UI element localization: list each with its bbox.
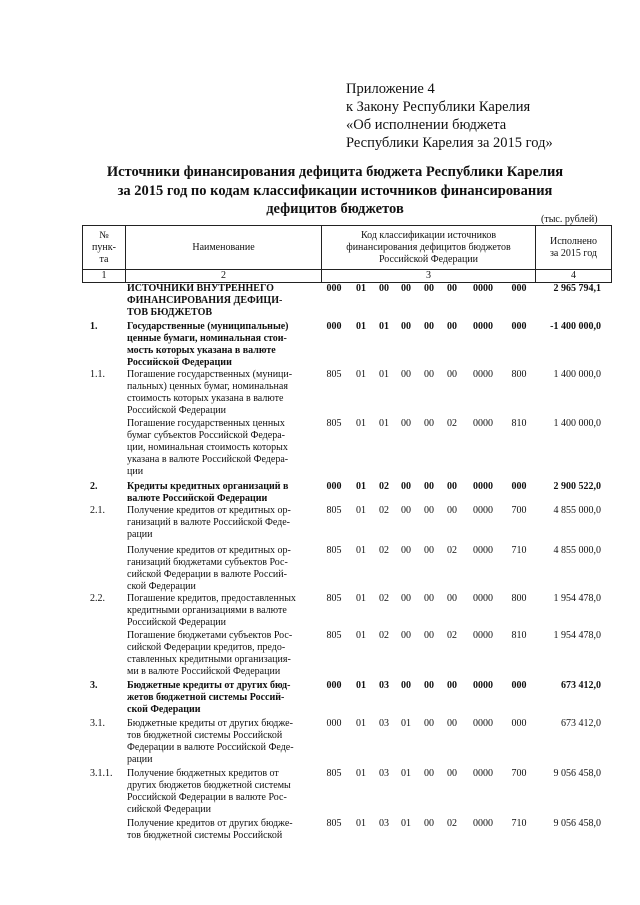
col-number: 3 xyxy=(322,270,536,283)
code-segment: 805 xyxy=(326,505,342,516)
code-segment: 01 xyxy=(356,630,366,641)
code-segment: 000 xyxy=(511,718,527,729)
code-segment: 0000 xyxy=(473,768,493,779)
code-segment: 0000 xyxy=(473,545,493,556)
code-segment: 00 xyxy=(424,481,434,492)
code-segment: 01 xyxy=(356,283,366,294)
row-name-line: других бюджетов бюджетной системы xyxy=(127,780,291,791)
code-segment: 000 xyxy=(326,718,342,729)
code-segment: 800 xyxy=(511,369,527,380)
code-segment: 0000 xyxy=(473,718,493,729)
code-segment: 00 xyxy=(447,768,457,779)
code-segment: 01 xyxy=(356,818,366,829)
row-name-line: ской Федерации xyxy=(127,704,201,715)
header-num-line: № xyxy=(99,229,109,241)
row-amount: 1 400 000,0 xyxy=(553,418,601,429)
code-segment: 700 xyxy=(511,505,527,516)
code-segment: 03 xyxy=(379,680,389,691)
header-num xyxy=(83,226,126,270)
row-number: 2.1. xyxy=(90,505,105,516)
row-name-line: сийской Федерации кредитов, предо- xyxy=(127,642,286,653)
code-segment: 00 xyxy=(424,283,434,294)
row-name-line: ции xyxy=(127,466,144,477)
code-segment: 00 xyxy=(424,418,434,429)
code-segment: 00 xyxy=(424,545,434,556)
code-segment: 00 xyxy=(401,321,411,332)
row-name-line: рации xyxy=(127,754,153,765)
code-segment: 00 xyxy=(424,321,434,332)
row-name-line: Российской Федерации в валюте Рос- xyxy=(127,792,287,803)
row-name-line: Российской Федерации xyxy=(127,405,227,416)
code-segment: 805 xyxy=(326,545,342,556)
row-amount: 1 954 478,0 xyxy=(553,593,601,604)
row-number: 2.2. xyxy=(90,593,105,604)
row-number: 2. xyxy=(90,481,98,492)
code-segment: 00 xyxy=(447,680,457,691)
row-amount: 4 855 000,0 xyxy=(553,545,601,556)
row-amount: 1 400 000,0 xyxy=(553,369,601,380)
row-number: 1. xyxy=(90,321,98,332)
code-segment: 805 xyxy=(326,768,342,779)
row-name-line: стоимость которых указана в валюте xyxy=(127,393,284,404)
header-code xyxy=(322,226,536,270)
header-code-line: Российской Федерации xyxy=(378,253,478,265)
row-name-line: ции, номинальная стоимость которых xyxy=(127,442,288,453)
annex-line: Республики Карелия за 2015 год» xyxy=(346,135,553,151)
row-name-line: ставленных кредитными организация- xyxy=(127,654,291,665)
code-segment: 03 xyxy=(379,768,389,779)
row-name-line: Погашение государственных ценных xyxy=(127,418,285,429)
code-segment: 00 xyxy=(447,321,457,332)
code-segment: 00 xyxy=(401,418,411,429)
code-segment: 0000 xyxy=(473,680,493,691)
row-name-line: Получение кредитов от кредитных ор- xyxy=(127,505,291,516)
code-segment: 00 xyxy=(424,630,434,641)
code-segment: 0000 xyxy=(473,283,493,294)
code-segment: 805 xyxy=(326,369,342,380)
row-name-line: Погашение бюджетами субъектов Рос- xyxy=(127,630,293,641)
header-executed xyxy=(536,226,612,270)
title-line: Источники финансирования дефицита бюджета Республики Карелия xyxy=(106,164,564,180)
row-name-line: рации xyxy=(127,529,153,540)
row-name-line: мость которых указана в валюте xyxy=(127,345,276,356)
row-amount: 673 412,0 xyxy=(561,718,601,729)
code-segment: 01 xyxy=(356,505,366,516)
col-number: 2 xyxy=(126,270,322,283)
code-segment: 000 xyxy=(511,481,527,492)
code-segment: 00 xyxy=(401,505,411,516)
code-segment: 00 xyxy=(401,630,411,641)
code-segment: 000 xyxy=(511,283,527,294)
code-segment: 03 xyxy=(379,818,389,829)
code-segment: 00 xyxy=(447,369,457,380)
code-segment: 00 xyxy=(401,545,411,556)
code-segment: 00 xyxy=(424,768,434,779)
col-number: 4 xyxy=(536,270,612,283)
code-segment: 00 xyxy=(424,369,434,380)
code-segment: 0000 xyxy=(473,818,493,829)
row-name-line: сийской Федерации в валюте Россий- xyxy=(127,569,287,580)
code-segment: 00 xyxy=(401,481,411,492)
col-number: 1 xyxy=(83,270,126,283)
code-segment: 01 xyxy=(356,718,366,729)
code-segment: 000 xyxy=(326,283,342,294)
row-name-line: Кредиты кредитных организаций в xyxy=(127,481,289,492)
code-segment: 01 xyxy=(356,418,366,429)
header-name: Наименование xyxy=(126,226,322,270)
row-amount: 4 855 000,0 xyxy=(553,505,601,516)
code-segment: 00 xyxy=(424,593,434,604)
row-name-line: Российской Федерации xyxy=(127,357,232,368)
row-name-line: Получение кредитов от других бюдже- xyxy=(127,818,293,829)
row-name-line: Погашение кредитов, предоставленных xyxy=(127,593,296,604)
row-name-line: сийской Федерации xyxy=(127,804,212,815)
code-segment: 000 xyxy=(326,321,342,332)
code-segment: 805 xyxy=(326,630,342,641)
header-num-line: та xyxy=(99,253,109,265)
code-segment: 000 xyxy=(511,680,527,691)
code-segment: 00 xyxy=(401,283,411,294)
row-name-line: тов бюджетной системы Российской xyxy=(127,830,283,841)
code-segment: 805 xyxy=(326,418,342,429)
row-name-line: Получение кредитов от кредитных ор- xyxy=(127,545,291,556)
row-amount: -1 400 000,0 xyxy=(550,321,601,332)
row-amount: 2 965 794,1 xyxy=(553,283,601,294)
code-segment: 700 xyxy=(511,768,527,779)
annex-reference xyxy=(346,80,553,152)
code-segment: 02 xyxy=(379,481,389,492)
row-name-line: ИСТОЧНИКИ ВНУТРЕННЕГО xyxy=(127,283,274,294)
code-segment: 01 xyxy=(401,768,411,779)
row-name-line: кредитными организациями в валюте xyxy=(127,605,287,616)
annex-line: к Закону Республики Карелия xyxy=(346,99,531,115)
code-segment: 00 xyxy=(401,680,411,691)
code-segment: 00 xyxy=(424,505,434,516)
header-executed-line: Исполнено xyxy=(549,235,597,247)
code-segment: 00 xyxy=(379,283,389,294)
code-segment: 0000 xyxy=(473,369,493,380)
row-name-line: Бюджетные кредиты от других бюд- xyxy=(127,680,291,691)
row-name-line: ценные бумаги, номинальная стои- xyxy=(127,333,287,344)
code-segment: 805 xyxy=(326,593,342,604)
title-line: за 2015 год по кодам классификации источников финансирования xyxy=(117,182,553,199)
row-name-line: ФИНАНСИРОВАНИЯ ДЕФИЦИ- xyxy=(127,295,283,306)
row-name-line: Государственные (муниципальные) xyxy=(127,321,289,332)
header-code-line: Код классификации источников xyxy=(360,229,497,241)
code-segment: 01 xyxy=(379,369,389,380)
row-amount: 673 412,0 xyxy=(561,680,601,691)
code-segment: 01 xyxy=(356,369,366,380)
code-segment: 0000 xyxy=(473,481,493,492)
code-segment: 0000 xyxy=(473,418,493,429)
row-amount: 2 900 522,0 xyxy=(553,481,601,492)
row-name-line: бумаг субъектов Российской Федера- xyxy=(127,430,285,441)
code-segment: 710 xyxy=(511,545,527,556)
header-code-line: финансирования дефицитов бюджетов xyxy=(346,241,511,253)
code-segment: 02 xyxy=(379,505,389,516)
code-segment: 02 xyxy=(379,630,389,641)
row-amount: 1 954 478,0 xyxy=(553,630,601,641)
row-amount: 9 056 458,0 xyxy=(553,818,601,829)
code-segment: 01 xyxy=(356,680,366,691)
code-segment: 0000 xyxy=(473,630,493,641)
code-segment: 02 xyxy=(379,593,389,604)
code-segment: 000 xyxy=(511,321,527,332)
code-segment: 00 xyxy=(447,505,457,516)
code-segment: 01 xyxy=(356,481,366,492)
row-name-line: Бюджетные кредиты от других бюдже- xyxy=(127,718,293,729)
annex-line: «Об исполнении бюджета xyxy=(346,117,507,133)
row-number: 3.1. xyxy=(90,718,105,729)
code-segment: 00 xyxy=(424,680,434,691)
row-name-line: валюте Российской Федерации xyxy=(127,493,268,504)
row-number: 1.1. xyxy=(90,369,105,380)
row-name-line: Российской Федерации xyxy=(127,617,227,628)
code-segment: 03 xyxy=(379,718,389,729)
code-segment: 710 xyxy=(511,818,527,829)
annex-line: Приложение 4 xyxy=(346,81,435,97)
code-segment: 805 xyxy=(326,818,342,829)
row-name-line: ми в валюте Российской Федерации xyxy=(127,666,281,677)
code-segment: 01 xyxy=(379,418,389,429)
code-segment: 01 xyxy=(356,768,366,779)
header-num-line: пунк- xyxy=(92,241,116,253)
table-header xyxy=(82,225,612,283)
code-segment: 01 xyxy=(401,818,411,829)
code-segment: 00 xyxy=(447,593,457,604)
title-line: дефицитов бюджетов xyxy=(266,201,404,217)
row-name-line: Федерации в валюте Российской Феде- xyxy=(127,742,294,753)
code-segment: 00 xyxy=(447,283,457,294)
code-segment: 00 xyxy=(447,718,457,729)
row-name-line: Получение бюджетных кредитов от xyxy=(127,768,279,779)
code-segment: 800 xyxy=(511,593,527,604)
row-name-line: ТОВ БЮДЖЕТОВ xyxy=(127,307,213,318)
code-segment: 00 xyxy=(401,369,411,380)
row-number: 3. xyxy=(90,680,98,691)
code-segment: 00 xyxy=(424,818,434,829)
row-name-line: тов бюджетной системы Российской xyxy=(127,730,283,741)
row-name-line: пальных) ценных бумаг, номинальная xyxy=(127,381,288,392)
code-segment: 00 xyxy=(447,481,457,492)
row-amount: 9 056 458,0 xyxy=(553,768,601,779)
code-segment: 02 xyxy=(447,545,457,556)
code-segment: 0000 xyxy=(473,593,493,604)
row-name-line: Погашение государственных (муници- xyxy=(127,369,293,380)
document-title xyxy=(85,163,585,219)
row-number: 3.1.1. xyxy=(90,768,113,779)
code-segment: 02 xyxy=(447,818,457,829)
code-segment: 01 xyxy=(356,321,366,332)
code-segment: 00 xyxy=(424,718,434,729)
row-name-line: указана в валюте Российской Федера- xyxy=(127,454,289,465)
code-segment: 02 xyxy=(447,418,457,429)
row-name-line: ганизаций в валюте Российской Феде- xyxy=(127,517,291,528)
code-segment: 000 xyxy=(326,680,342,691)
code-segment: 810 xyxy=(511,418,527,429)
row-name-line: ганизаций бюджетами субъектов Рос- xyxy=(127,557,288,568)
code-segment: 0000 xyxy=(473,505,493,516)
code-segment: 01 xyxy=(379,321,389,332)
row-name-line: жетов бюджетной системы Россий- xyxy=(127,692,285,703)
units-label: (тыс. рублей) xyxy=(541,214,598,225)
code-segment: 01 xyxy=(356,545,366,556)
header-executed-line: за 2015 год xyxy=(549,247,598,259)
code-segment: 810 xyxy=(511,630,527,641)
code-segment: 01 xyxy=(356,593,366,604)
code-segment: 01 xyxy=(401,718,411,729)
code-segment: 000 xyxy=(326,481,342,492)
code-segment: 02 xyxy=(379,545,389,556)
code-segment: 02 xyxy=(447,630,457,641)
row-name-line: ской Федерации xyxy=(127,581,196,592)
code-segment: 00 xyxy=(401,593,411,604)
code-segment: 0000 xyxy=(473,321,493,332)
